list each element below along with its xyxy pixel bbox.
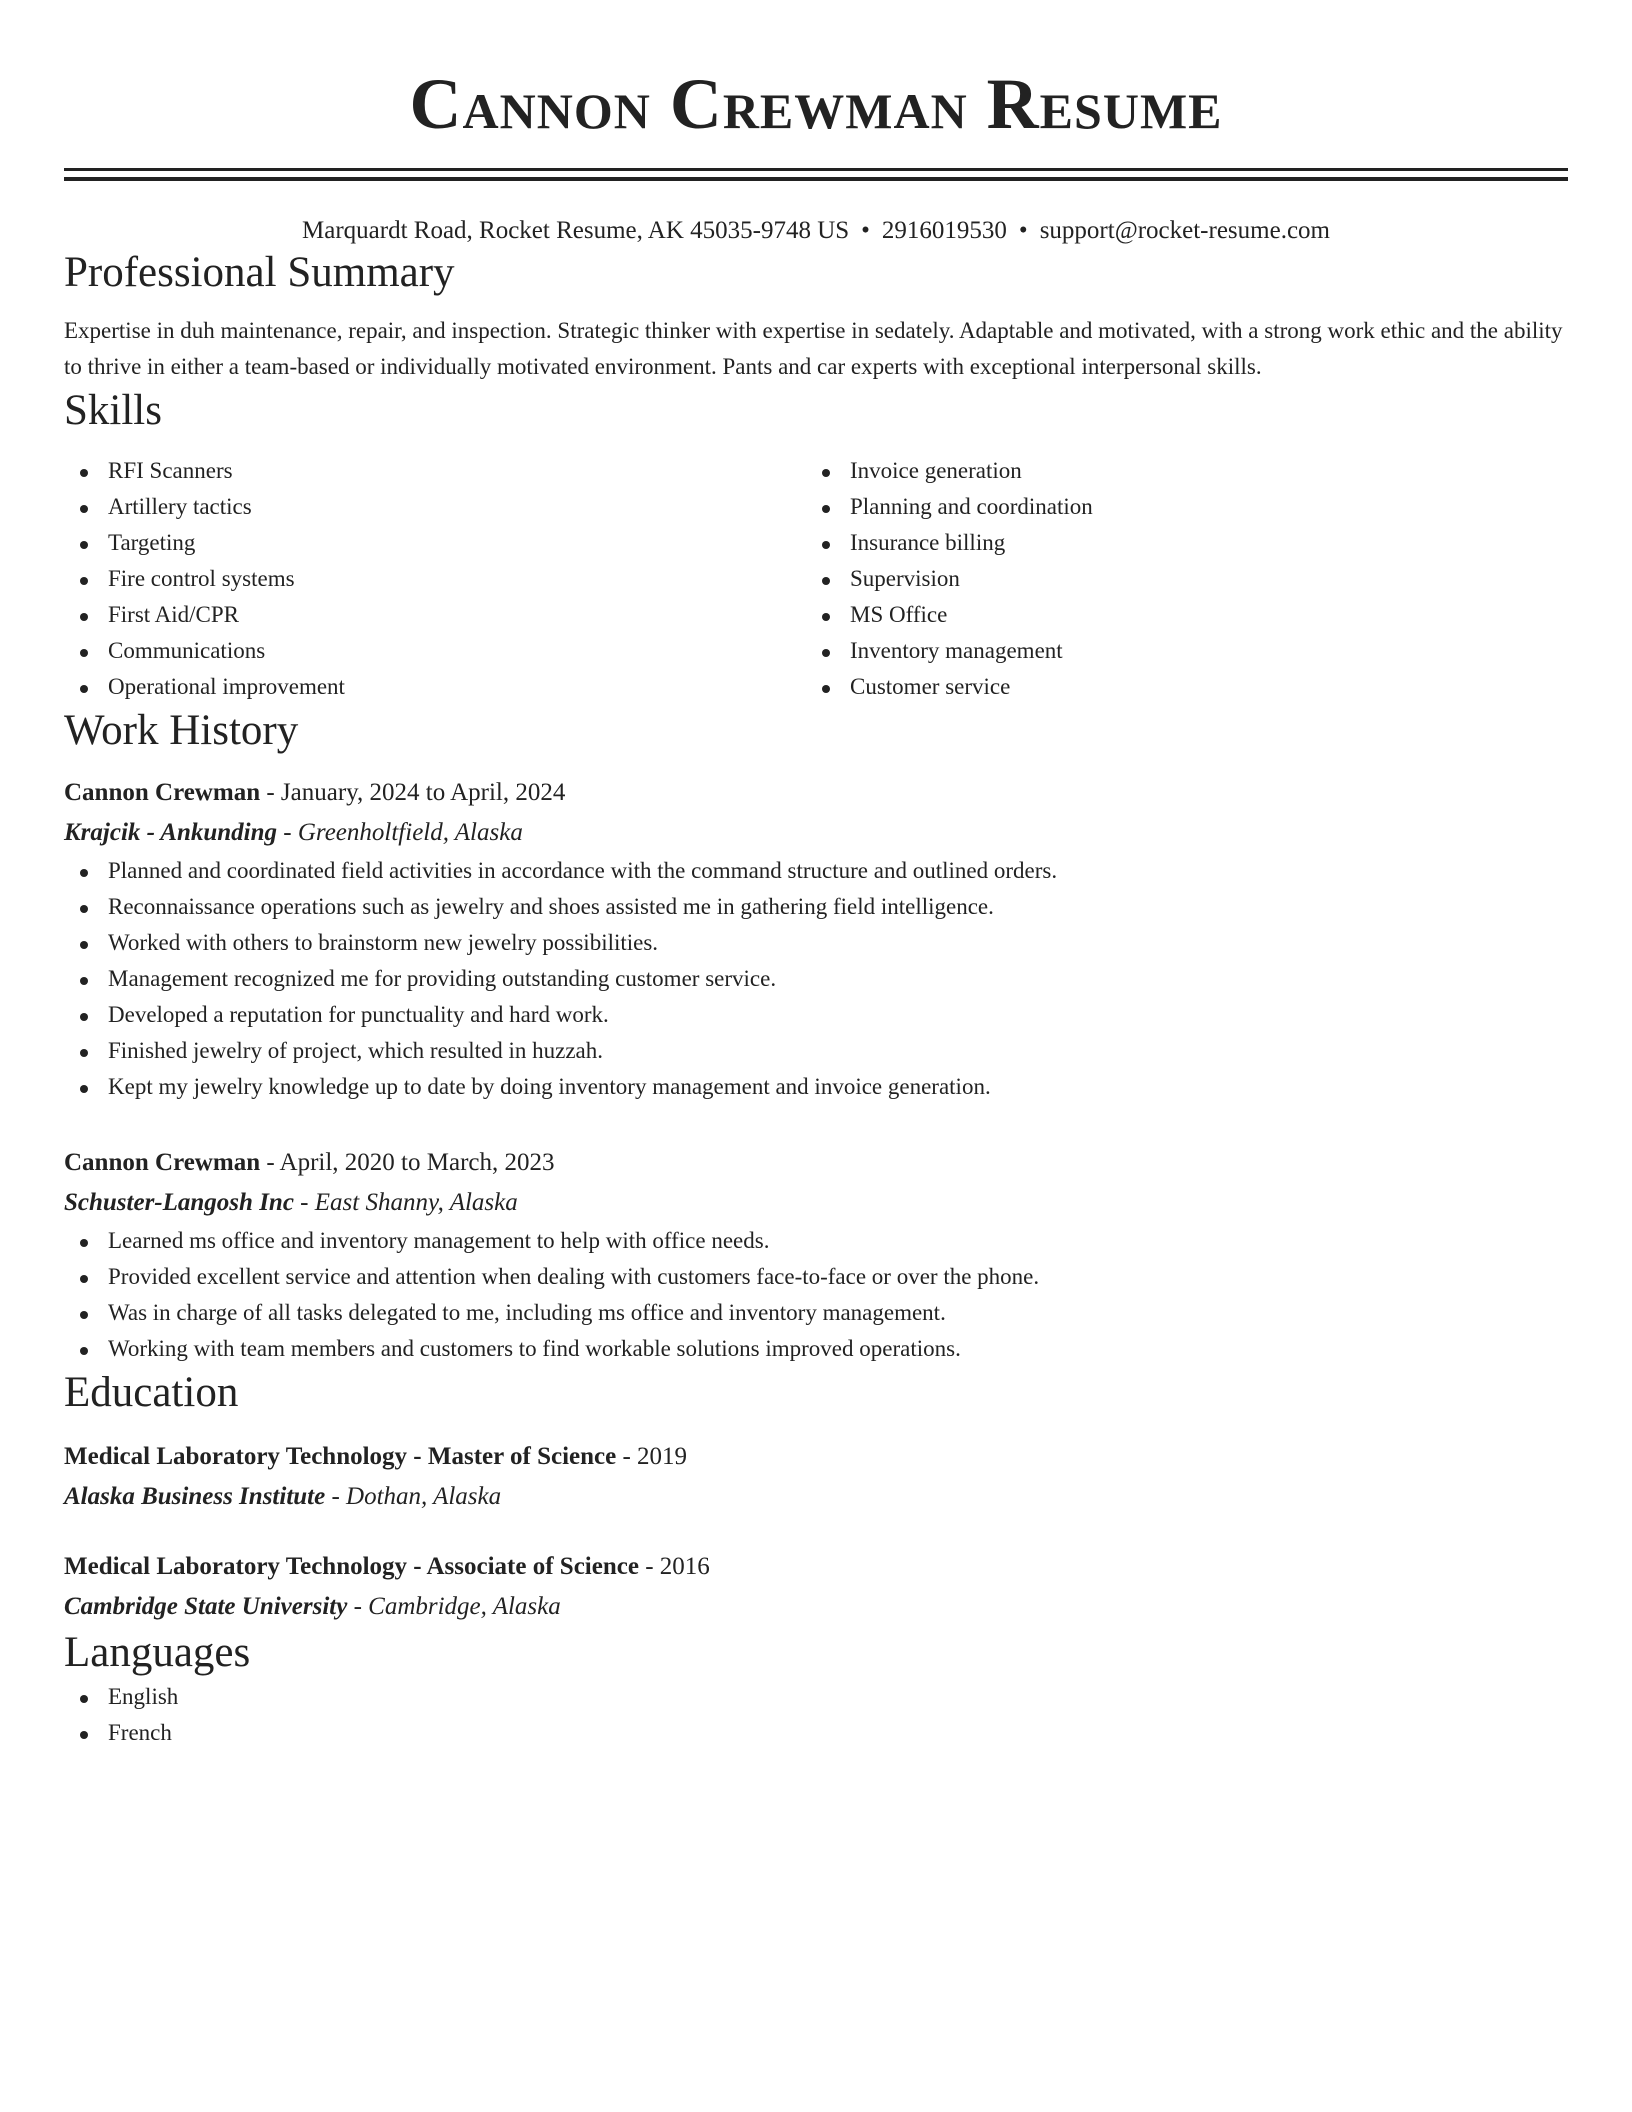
skill-item: Communications — [64, 633, 806, 669]
job-duty: Working with team members and customers to find workable solutions improved operations. — [64, 1331, 1568, 1367]
job-duty: Provided excellent service and attention when dealing with customers face-to-face or over the phone. — [64, 1259, 1568, 1295]
skills-list-right — [806, 453, 1548, 705]
skills-list-left — [64, 453, 806, 705]
language-item: French — [64, 1715, 1568, 1751]
contact-phone: 2916019530 — [881, 217, 1007, 244]
job-title-line — [64, 1143, 1568, 1183]
skill-item: MS Office — [806, 597, 1548, 633]
job-title: Cannon Crewman — [64, 1149, 261, 1176]
work-history-heading: Work History — [64, 707, 299, 754]
summary-heading: Professional Summary — [64, 249, 455, 296]
languages-list — [64, 1679, 1568, 1751]
contact-email: support@rocket-resume.com — [1039, 217, 1330, 244]
resume-title: Cannon Crewman Resume — [409, 64, 1223, 144]
education-entry — [64, 1437, 1568, 1517]
job-company: Krajcik - Ankunding — [64, 819, 278, 846]
job-entry — [64, 773, 1568, 1105]
job-title: Cannon Crewman — [64, 779, 261, 806]
job-entry — [64, 1143, 1568, 1367]
school-line — [64, 1477, 1568, 1517]
graduation-year: - 2019 — [616, 1443, 688, 1470]
job-duty: Kept my jewelry knowledge up to date by doing inventory management and invoice generation. — [64, 1069, 1568, 1105]
skill-item: Customer service — [806, 669, 1548, 705]
job-duty: Management recognized me for providing outstanding customer service. — [64, 961, 1568, 997]
skill-item: First Aid/CPR — [64, 597, 806, 633]
job-company-line — [64, 1183, 1568, 1223]
skill-item: RFI Scanners — [64, 453, 806, 489]
graduation-year: - 2016 — [638, 1553, 710, 1580]
job-duty: Worked with others to brainstorm new jewelry possibilities. — [64, 925, 1568, 961]
job-duties-list — [64, 1223, 1568, 1367]
job-location: - East Shanny, Alaska — [293, 1189, 518, 1216]
resume-page — [64, 0, 1568, 1751]
header-divider-top — [64, 168, 1568, 171]
skill-item: Operational improvement — [64, 669, 806, 705]
school-location: - Dothan, Alaska — [325, 1483, 502, 1510]
job-duty: Learned ms office and inventory management to help with office needs. — [64, 1223, 1568, 1259]
job-duty: Finished jewelry of project, which resulted in huzzah. — [64, 1033, 1568, 1069]
job-company-line — [64, 813, 1568, 853]
skill-item: Inventory management — [806, 633, 1548, 669]
skill-item: Fire control systems — [64, 561, 806, 597]
job-duty: Developed a reputation for punctuality and hard work. — [64, 997, 1568, 1033]
education-heading: Education — [64, 1369, 239, 1416]
bullet-separator: • — [1018, 217, 1028, 244]
school-name: Alaska Business Institute — [64, 1483, 326, 1510]
job-title-line — [64, 773, 1568, 813]
job-dates: - April, 2020 to March, 2023 — [260, 1149, 555, 1176]
job-duty: Reconnaissance operations such as jewelry and shoes assisted me in gathering field intelligence. — [64, 889, 1568, 925]
degree-line — [64, 1437, 1568, 1477]
skill-item: Insurance billing — [806, 525, 1548, 561]
header-divider-bottom — [64, 177, 1568, 181]
job-duty: Planned and coordinated field activities in accordance with the command structure and outlined orders. — [64, 853, 1568, 889]
skill-item: Invoice generation — [806, 453, 1548, 489]
degree: Medical Laboratory Technology - Master of Science — [64, 1443, 617, 1470]
skill-item: Targeting — [64, 525, 806, 561]
education-entry — [64, 1547, 1568, 1627]
school-line — [64, 1587, 1568, 1627]
skills-heading: Skills — [64, 387, 162, 434]
summary-text: Expertise in duh maintenance, repair, and inspection. Strategic thinker with expertise in sedately. Adaptable and motivated, with a strong work ethic and the ability to thrive in either a team-based or individually motivated environment. Pants and car experts with exceptional interpersonal skills. — [64, 318, 1563, 379]
bullet-separator: • — [861, 217, 870, 244]
degree: Medical Laboratory Technology - Associate of Science — [64, 1553, 639, 1580]
job-location: - Greenholtfield, Alaska — [277, 819, 523, 846]
skill-item: Planning and coordination — [806, 489, 1548, 525]
skill-item: Supervision — [806, 561, 1548, 597]
school-name: Cambridge State University — [64, 1593, 348, 1620]
language-item: English — [64, 1679, 1568, 1715]
languages-heading: Languages — [64, 1629, 251, 1676]
degree-line — [64, 1547, 1568, 1587]
skills-columns — [64, 453, 1568, 705]
job-dates: - January, 2024 to April, 2024 — [260, 779, 566, 806]
job-duties-list — [64, 853, 1568, 1105]
job-company: Schuster-Langosh Inc — [64, 1189, 294, 1216]
skill-item: Artillery tactics — [64, 489, 806, 525]
job-duty: Was in charge of all tasks delegated to me, including ms office and inventory management. — [64, 1295, 1568, 1331]
contact-address: Marquardt Road, Rocket Resume, AK 45035-9748 US — [302, 217, 850, 244]
contact-line — [64, 215, 1568, 247]
school-location: - Cambridge, Alaska — [347, 1593, 561, 1620]
